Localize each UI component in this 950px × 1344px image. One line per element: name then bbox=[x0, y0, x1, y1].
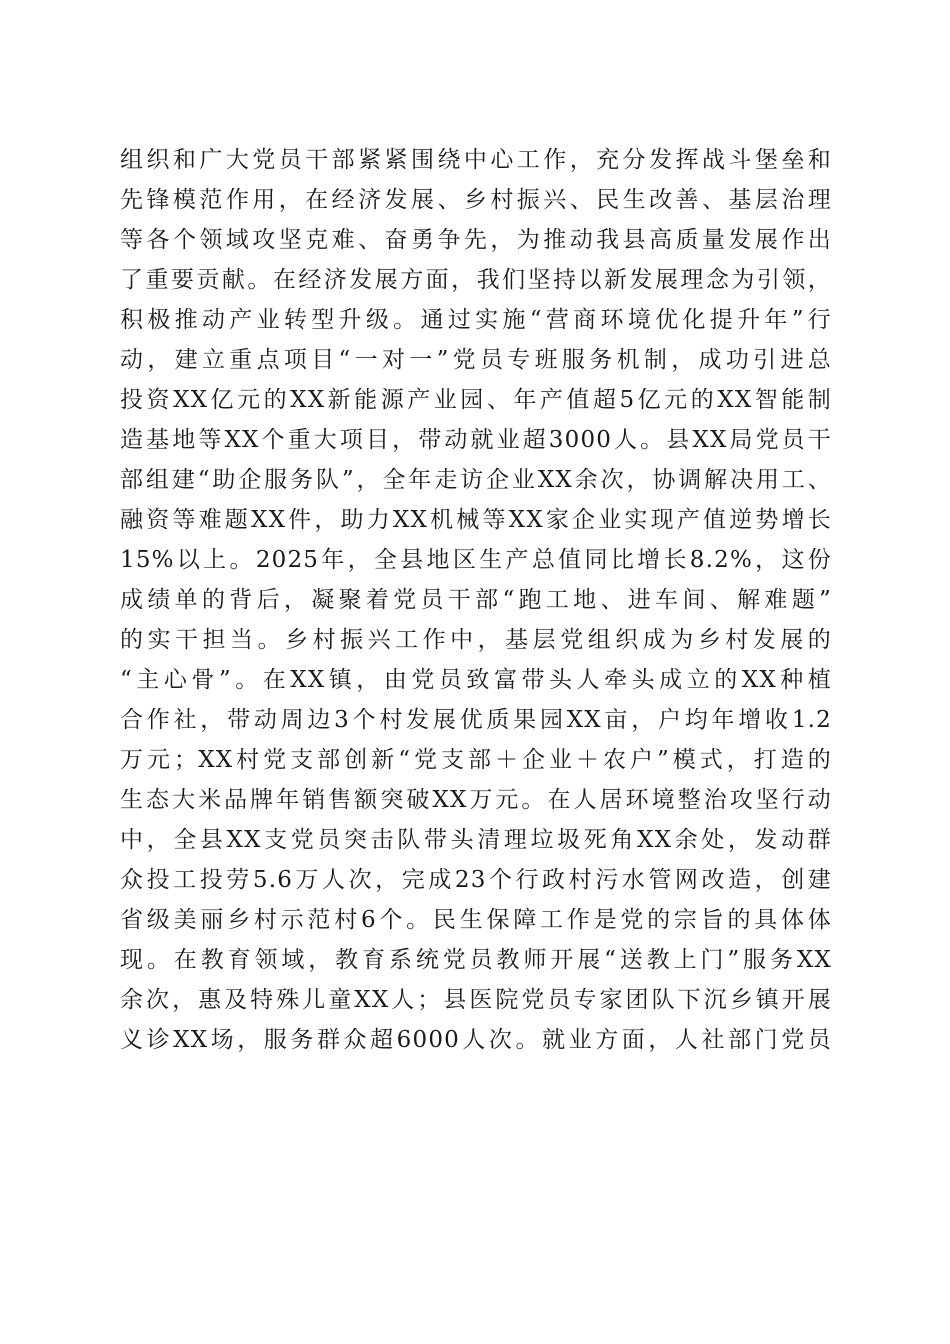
text-line: 动，建立重点项目“一对一”党员专班服务机制，成功引进总 bbox=[120, 347, 832, 373]
text-line: 造基地等XX个重大项目，带动就业超3000人。县XX局党员干 bbox=[120, 427, 832, 453]
text-line: 省级美丽乡村示范村6个。民生保障工作是党的宗旨的具体体 bbox=[120, 907, 832, 933]
text-line: 先锋模范作用，在经济发展、乡村振兴、民生改善、基层治理 bbox=[120, 187, 832, 213]
text-line: 15%以上。2025年，全县地区生产总值同比增长8.2%，这份 bbox=[120, 547, 832, 573]
text-line: 万元；XX村党支部创新“党支部＋企业＋农户”模式，打造的 bbox=[120, 747, 832, 773]
text-line: 的实干担当。乡村振兴工作中，基层党组织成为乡村发展的 bbox=[120, 627, 832, 653]
text-line: 众投工投劳5.6万人次，完成23个行政村污水管网改造，创建 bbox=[120, 867, 832, 893]
text-line: 了重要贡献。在经济发展方面，我们坚持以新发展理念为引领， bbox=[120, 267, 832, 293]
text-line: 成绩单的背后，凝聚着党员干部“跑工地、进车间、解难题” bbox=[120, 587, 832, 613]
text-line: “主心骨”。在XX镇，由党员致富带头人牵头成立的XX种植 bbox=[120, 667, 832, 693]
body-text bbox=[120, 140, 832, 1060]
text-line: 生态大米品牌年销售额突破XX万元。在人居环境整治攻坚行动 bbox=[120, 787, 832, 813]
text-line: 中，全县XX支党员突击队带头清理垃圾死角XX余处，发动群 bbox=[120, 827, 832, 853]
text-line: 等各个领域攻坚克难、奋勇争先，为推动我县高质量发展作出 bbox=[120, 227, 832, 253]
text-line: 现。在教育领域，教育系统党员教师开展“送教上门”服务XX bbox=[120, 947, 832, 973]
text-line: 部组建“助企服务队”，全年走访企业XX余次，协调解决用工、 bbox=[120, 467, 832, 493]
text-line: 融资等难题XX件，助力XX机械等XX家企业实现产值逆势增长 bbox=[120, 507, 832, 533]
text-line: 合作社，带动周边3个村发展优质果园XX亩，户均年增收1.2 bbox=[120, 707, 832, 733]
text-line: 投资XX亿元的XX新能源产业园、年产值超5亿元的XX智能制 bbox=[120, 387, 832, 413]
text-line: 义诊XX场，服务群众超6000人次。就业方面，人社部门党员 bbox=[120, 1027, 832, 1053]
text-line: 组织和广大党员干部紧紧围绕中心工作，充分发挥战斗堡垒和 bbox=[120, 147, 832, 173]
text-line: 余次，惠及特殊儿童XX人；县医院党员专家团队下沉乡镇开展 bbox=[120, 987, 832, 1013]
text-line: 积极推动产业转型升级。通过实施“营商环境优化提升年”行 bbox=[120, 307, 832, 333]
